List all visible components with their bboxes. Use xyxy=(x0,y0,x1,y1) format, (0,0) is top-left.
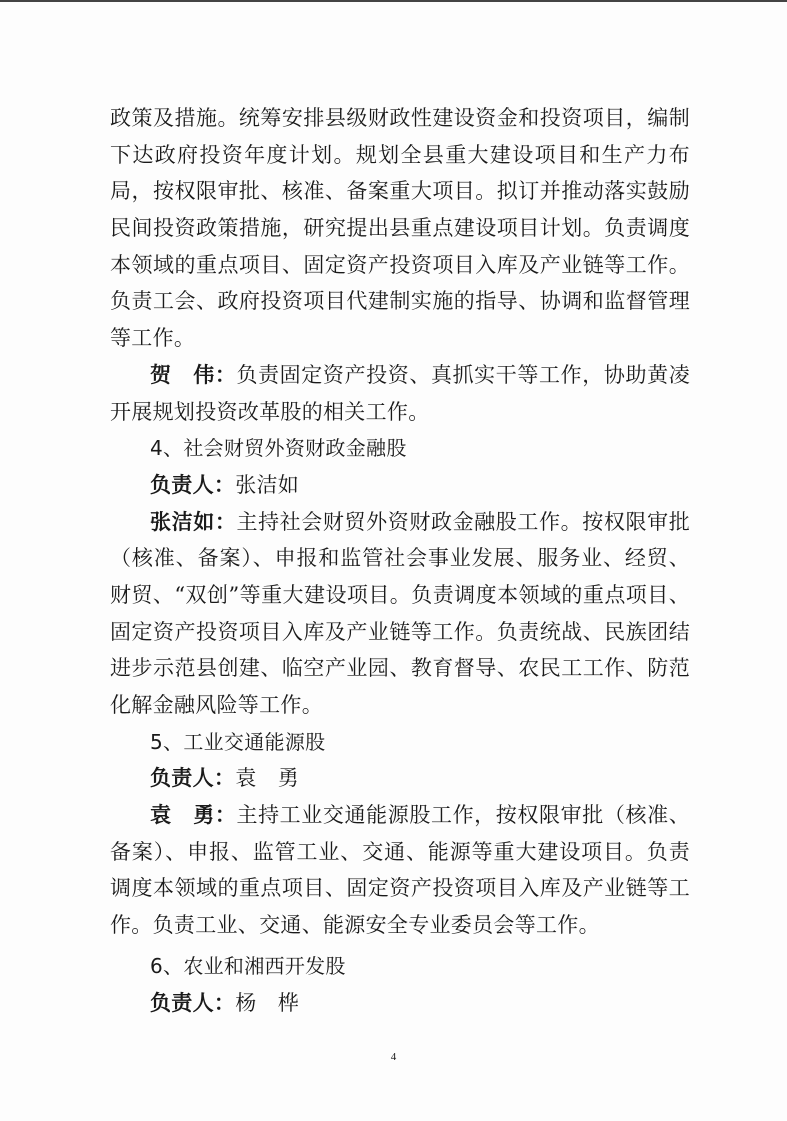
he-wei-duty-line: 开展规划投资改革股的相关工作。 xyxy=(110,399,430,424)
duty-label: 张洁如： xyxy=(150,508,237,534)
he-wei-label: 贺 伟： xyxy=(150,361,237,387)
scan-top-border xyxy=(0,0,787,2)
head-name: 杨 桦 xyxy=(235,990,300,1015)
head-label: 负责人： xyxy=(150,765,236,791)
duty-line: 进步示范县创建、临空产业园、教育督导、农民工工作、防范 xyxy=(110,656,690,681)
paragraph-line: 下达政府投资年度计划。规划全县重大建设项目和生产力布 xyxy=(110,142,690,167)
paragraph-line: 等工作。 xyxy=(110,326,196,351)
duty-label: 袁 勇： xyxy=(150,802,237,828)
paragraph-line: 负责工会、政府投资项目代建制实施的指导、协调和监督管理 xyxy=(110,289,690,314)
he-wei-text: 负责固定资产投资、真抓实干等工作，协助黄凌 xyxy=(236,362,690,387)
section-head-line xyxy=(110,985,690,1022)
paragraph-line: 本领域的重点项目、固定资产投资项目入库及产业链等工作。 xyxy=(110,252,690,277)
head-label: 负责人： xyxy=(150,989,236,1015)
section-heading: 4、社会财贸外资财政金融股 xyxy=(150,436,407,461)
section-head-line xyxy=(110,467,690,504)
paragraph-line: 局，按权限审批、核准、备案重大项目。拟订并推动落实鼓励 xyxy=(110,179,690,204)
head-label: 负责人： xyxy=(150,471,236,497)
duty-line: 调度本领域的重点项目、固定资产投资项目入库及产业链等工 xyxy=(110,876,690,901)
duty-text: 主持工业交通能源股工作，按权限审批（核准、 xyxy=(236,803,690,828)
head-name: 张洁如 xyxy=(235,472,300,497)
duty-line xyxy=(110,504,690,541)
duty-line: 备案）、申报、监管工业、交通、能源等重大建设项目。负责 xyxy=(110,839,690,864)
document-page xyxy=(110,100,690,1021)
duty-line: 固定资产投资项目入库及产业链等工作。负责统战、民族团结 xyxy=(110,619,690,644)
duty-line: 化解金融风险等工作。 xyxy=(110,693,323,717)
he-wei-duty-line xyxy=(110,357,690,394)
section-heading: 5、工业交通能源股 xyxy=(150,729,326,754)
duty-line: （核准、备案）、申报和监管社会事业发展、服务业、经贸、 xyxy=(110,546,690,571)
section-heading: 6、农业和湘西开发股 xyxy=(150,953,346,978)
page-number: 4 xyxy=(390,1051,397,1063)
section-head-line xyxy=(110,760,690,797)
duty-line xyxy=(110,797,690,834)
duty-line: 作。负责工业、交通、能源安全专业委员会等工作。 xyxy=(110,913,600,938)
head-name: 袁 勇 xyxy=(235,766,300,791)
duty-text: 主持社会财贸外资财政金融股工作。按权限审批 xyxy=(236,509,690,534)
duty-line: 财贸、“双创”等重大建设项目。负责调度本领域的重点项目、 xyxy=(110,582,690,607)
paragraph-line: 政策及措施。统筹安排县级财政性建设资金和投资项目，编制 xyxy=(110,106,690,130)
paragraph-line: 民间投资政策措施，研究提出县重点建设项目计划。负责调度 xyxy=(110,216,690,241)
